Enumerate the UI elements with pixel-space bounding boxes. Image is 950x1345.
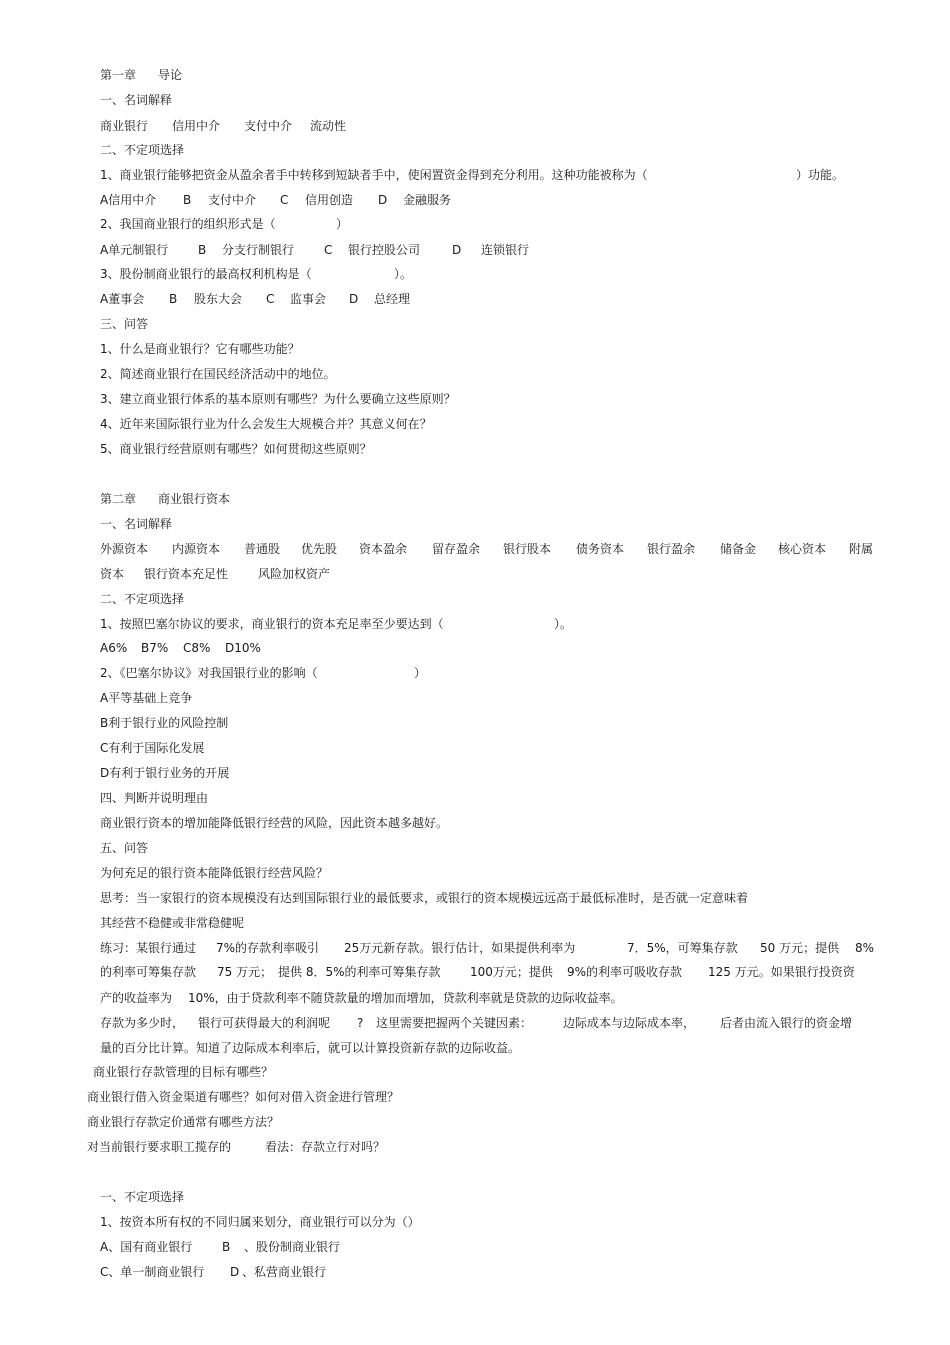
term: 外源资本 xyxy=(100,542,149,556)
term: 资本 xyxy=(100,567,125,581)
text-run: 75 万元； xyxy=(217,965,273,979)
text-run: 8% xyxy=(855,941,875,955)
ch1-section-terms: 一、名词解释 xyxy=(100,93,173,107)
term: 核心资本 xyxy=(778,542,827,556)
option: 分支行制银行 xyxy=(222,243,295,257)
chapter-2-title: 商业银行资本 xyxy=(158,492,231,506)
term: 附属 xyxy=(849,542,874,556)
ch2-qa-1: 为何充足的银行资本能降低银行经营风险？ xyxy=(100,866,329,880)
text-run: 存款为多少时， xyxy=(100,1016,185,1030)
term: 流动性 xyxy=(310,119,347,133)
text-run: 提供 8．5%的利率可筹集存款 xyxy=(278,965,441,979)
ch1-qa-4: 4、近年来国际银行业为什么会发生大规模合并？其意义何在？ xyxy=(100,417,432,431)
option: 金融服务 xyxy=(403,193,452,207)
option: D10% xyxy=(225,641,261,655)
ch3-q1-options-cd xyxy=(100,1264,327,1344)
text-run: 后者由流入银行的资金增 xyxy=(720,1016,853,1030)
term: 支付中介 xyxy=(244,119,293,133)
term: 商业银行 xyxy=(100,119,149,133)
text-run: 的利率可筹集存款 xyxy=(100,965,197,979)
ch3-section-choice: 一、不定项选择 xyxy=(100,1190,185,1204)
text-run: 看法：存款立行对吗？ xyxy=(265,1140,386,1154)
text-run: 50 万元；提供 xyxy=(760,941,840,955)
question-end: ）。 xyxy=(394,267,413,281)
ch2-q2-option-a: A平等基础上竞争 xyxy=(100,691,193,705)
ch1-qa-2: 2、简述商业银行在国民经济活动中的地位。 xyxy=(100,367,336,381)
ch2-extra-q-3: 商业银行存款定价通常有哪些方法？ xyxy=(87,1115,280,1129)
option-letter: B xyxy=(198,243,207,257)
option: 连锁银行 xyxy=(481,243,530,257)
ch2-think-line-2: 其经营不稳健或非常稳健呢 xyxy=(100,916,245,930)
text-run: 边际成本与边际成本率， xyxy=(563,1016,696,1030)
ch2-extra-q-1: 商业银行存款管理的目标有哪些？ xyxy=(93,1065,274,1079)
text-run: 125 万元。如果银行投资资 xyxy=(708,965,855,979)
option-letter: D xyxy=(378,193,388,207)
option: 银行控股公司 xyxy=(348,243,421,257)
ch1-qa-5: 5、商业银行经营原则有哪些？如何贯彻这些原则？ xyxy=(100,442,372,456)
option: 信用创造 xyxy=(305,193,354,207)
term: 信用中介 xyxy=(172,119,221,133)
option: 、私营商业银行 xyxy=(242,1265,327,1279)
term: 资本盈余 xyxy=(359,542,408,556)
chapter-2-number: 第二章 xyxy=(100,492,137,506)
term: 储备金 xyxy=(720,542,757,556)
question-text: 1、商业银行能够把资金从盈余者手中转移到短缺者手中，使闲置资金得到充分利用。这种功能被称为（ xyxy=(100,168,648,182)
ch2-extra-q-2: 商业银行借入资金渠道有哪些？如何对借入资金进行管理？ xyxy=(87,1090,400,1104)
text-run: 7%的存款利率吸引 xyxy=(216,941,320,955)
text-run: 这里需要把握两个关键因素： xyxy=(376,1016,533,1030)
option: A信用中介 xyxy=(100,193,157,207)
option: 支付中介 xyxy=(208,193,257,207)
ch2-q2-option-b: B利于银行业的风险控制 xyxy=(100,716,229,730)
ch3-question-1: 1、按资本所有权的不同归属来划分，商业银行可以分为（） xyxy=(100,1215,420,1229)
term: 内源资本 xyxy=(172,542,221,556)
chapter-1-title: 导论 xyxy=(158,68,183,82)
term: 银行股本 xyxy=(503,542,552,556)
ch2-think-line-1: 思考：当一家银行的资本规模没有达到国际银行业的最低要求，或银行的资本规模远远高于最低标准时，是否就一定意味着 xyxy=(100,891,749,905)
text-run: 7．5%，可筹集存款 xyxy=(627,941,738,955)
question-text: 1、按照巴塞尔协议的要求，商业银行的资本充足率至少要达到（ xyxy=(100,617,444,631)
ch2-judge-statement: 商业银行资本的增加能降低银行经营的风险，因此资本越多越好。 xyxy=(100,816,449,830)
text-run: 练习：某银行通过 xyxy=(100,941,197,955)
ch1-section-qa: 三、问答 xyxy=(100,317,149,331)
option: A6% xyxy=(100,641,128,655)
option-letter: C xyxy=(324,243,333,257)
option: 监事会 xyxy=(290,292,327,306)
ch2-section-choice: 二、不定项选择 xyxy=(100,592,185,606)
option: C8% xyxy=(183,641,211,655)
option-letter: B xyxy=(169,292,178,306)
option: 总经理 xyxy=(374,292,411,306)
text-run: 产的收益率为 xyxy=(100,991,173,1005)
question-end: ）功能。 xyxy=(796,168,845,182)
text-run: 10%，由于贷款利率不随贷款量的增加而增加，贷款利率就是贷款的边际收益率。 xyxy=(188,991,623,1005)
ch2-q2-option-c: C有利于国际化发展 xyxy=(100,741,205,755)
term: 风险加权资产 xyxy=(258,567,331,581)
term: 债务资本 xyxy=(576,542,625,556)
question-text: 2、我国商业银行的组织形式是（ xyxy=(100,217,276,231)
question-text: 3、股份制商业银行的最高权利机构是（ xyxy=(100,267,312,281)
chapter-1-number: 第一章 xyxy=(100,68,137,82)
option-letter: D xyxy=(349,292,359,306)
option-letter: C xyxy=(280,193,289,207)
option: A单元制银行 xyxy=(100,243,169,257)
option-letter: B xyxy=(222,1240,231,1254)
text-run: ? xyxy=(357,1016,364,1030)
option: 股东大会 xyxy=(194,292,243,306)
question-end: ）。 xyxy=(554,617,573,631)
option: A董事会 xyxy=(100,292,145,306)
text-run: 100万元；提供 xyxy=(470,965,553,979)
ch2-q2-option-d: D有利于银行业务的开展 xyxy=(100,766,230,780)
option-letter: D xyxy=(452,243,462,257)
text-run: 9%的利率可吸收存款 xyxy=(567,965,683,979)
term: 留存盈余 xyxy=(432,542,481,556)
ch1-qa-3: 3、建立商业银行体系的基本原则有哪些？为什么要确立这些原则？ xyxy=(100,392,456,406)
text-run: 银行可获得最大的利润呢 xyxy=(198,1016,331,1030)
question-end: ） xyxy=(336,217,349,231)
ch1-section-choice: 二、不定项选择 xyxy=(100,143,185,157)
ch2-section-judge: 四、判断并说明理由 xyxy=(100,791,209,805)
option-letter: B xyxy=(183,193,192,207)
option: C、单一制商业银行 xyxy=(100,1265,205,1279)
term: 银行资本充足性 xyxy=(144,567,229,581)
ch2-exercise-line-5: 量的百分比计算。知道了边际成本利率后，就可以计算投资新存款的边际收益。 xyxy=(100,1041,521,1055)
option: A、国有商业银行 xyxy=(100,1240,193,1254)
option: 、股份制商业银行 xyxy=(244,1240,341,1254)
text-run: 25万元新存款。银行估计，如果提供利率为 xyxy=(344,941,576,955)
term: 优先股 xyxy=(301,542,338,556)
question-end: ） xyxy=(414,666,427,680)
option-letter: C xyxy=(266,292,275,306)
text-run: 对当前银行要求职工揽存的 xyxy=(87,1140,232,1154)
ch1-qa-1: 1、什么是商业银行？它有哪些功能？ xyxy=(100,342,300,356)
ch2-section-terms: 一、名词解释 xyxy=(100,517,173,531)
term: 银行盈余 xyxy=(647,542,696,556)
ch2-section-qa: 五、问答 xyxy=(100,841,149,855)
term: 普通股 xyxy=(244,542,281,556)
question-text: 2、《巴塞尔协议》对我国银行业的影响（ xyxy=(100,666,318,680)
option: B7% xyxy=(141,641,169,655)
option-letter: D xyxy=(230,1265,240,1279)
